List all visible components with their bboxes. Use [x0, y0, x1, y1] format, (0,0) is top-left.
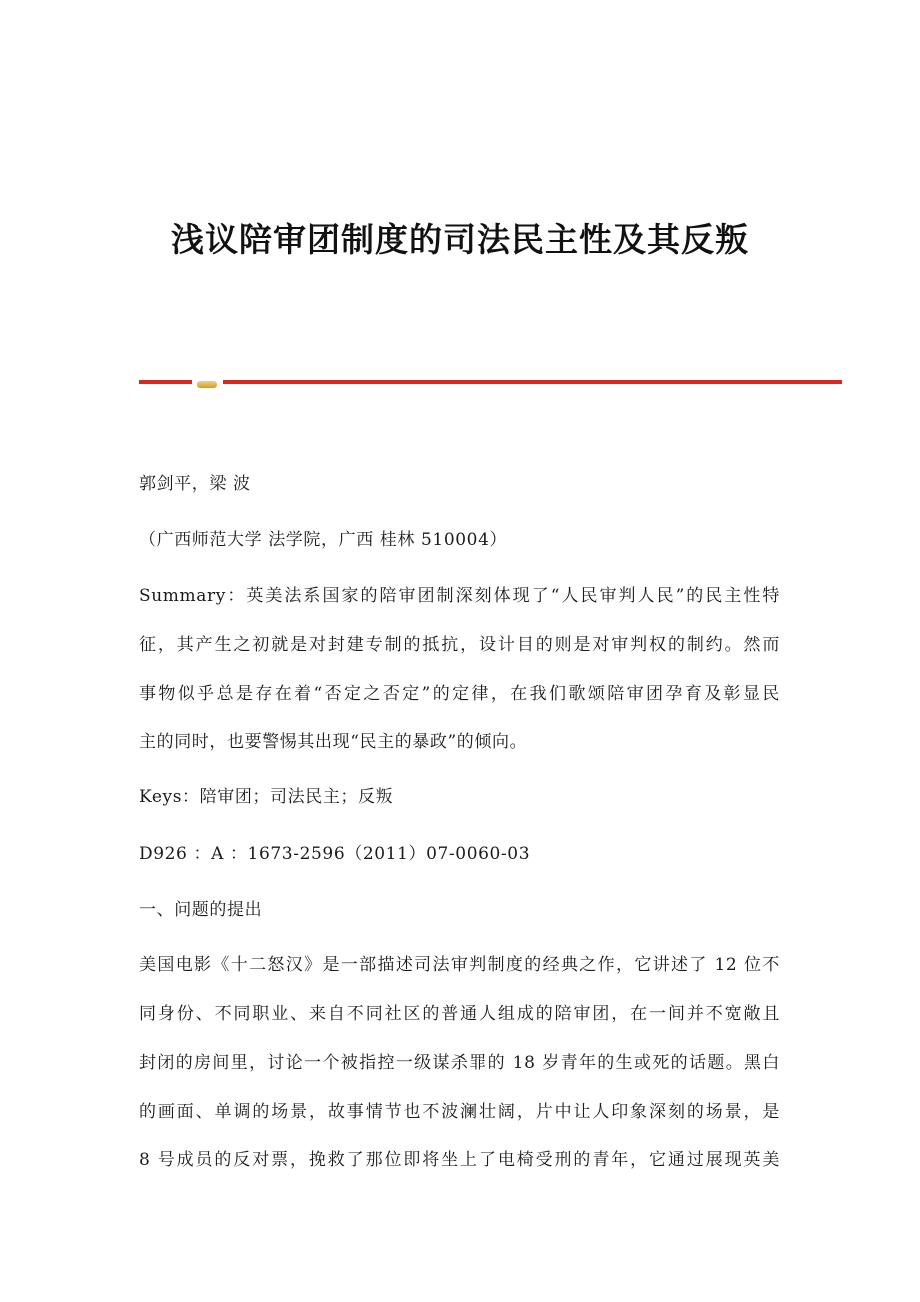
- classification-code: D926 ：A ：1673-2596（2011）07-0060-03: [139, 844, 531, 864]
- summary-line: 事物似乎总是存在着“否定之否定”的定律，在我们歌颂陪审团孕育及彰显民: [139, 684, 780, 704]
- divider-ornament-icon: [197, 381, 217, 388]
- summary-line: 征，其产生之初就是对封建专制的抵抗，设计目的则是对审判权的制约。然而: [139, 635, 780, 655]
- title-divider-right: [223, 380, 842, 384]
- body-line: 封闭的房间里，讨论一个被指控一级谋杀罪的 18 岁青年的生或死的话题。黑白: [139, 1053, 780, 1073]
- document-title: 浅议陪审团制度的司法民主性及其反叛: [171, 220, 749, 259]
- summary-line: 主的同时，也要警惕其出现“民主的暴政”的倾向。: [139, 732, 528, 752]
- body-line: 的画面、单调的场景，故事情节也不波澜壮阔，片中让人印象深刻的场景，是: [139, 1102, 780, 1122]
- title-divider-left: [139, 380, 192, 384]
- keywords: Keys：陪审团；司法民主；反叛: [139, 787, 394, 807]
- body-line: 美国电影《十二怒汉》是一部描述司法审判制度的经典之作，它讲述了 12 位不: [139, 955, 780, 975]
- affiliation: （广西师范大学 法学院，广西 桂林 510004）: [139, 530, 508, 550]
- body-line: 8 号成员的反对票，挽救了那位即将坐上了电椅受刑的青年，它通过展现英美: [139, 1150, 780, 1170]
- body-line: 同身份、不同职业、来自不同社区的普通人组成的陪审团，在一间并不宽敞且: [139, 1004, 780, 1024]
- summary-line: Summary：英美法系国家的陪审团制深刻体现了“人民审判人民”的民主性特: [139, 586, 780, 606]
- authors: 郭剑平，梁 波: [139, 474, 251, 494]
- section-heading: 一、问题的提出: [139, 900, 263, 920]
